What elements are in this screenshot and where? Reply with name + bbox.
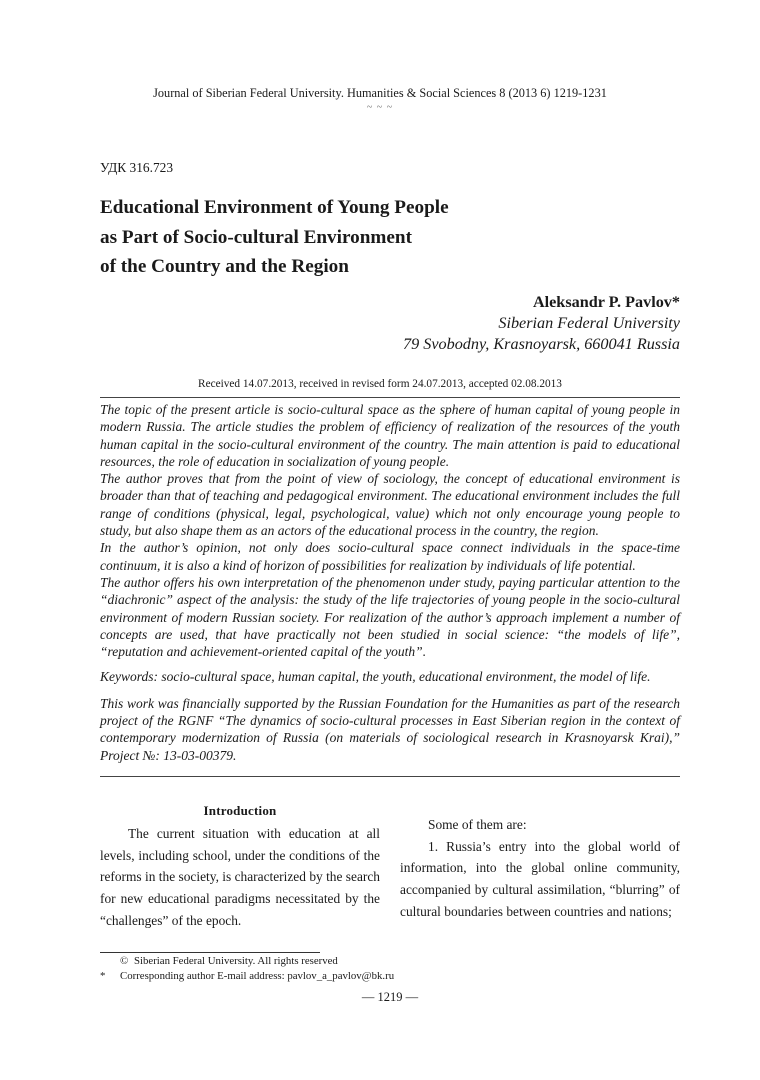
footnote-copyright xyxy=(100,954,394,969)
page-number: — 1219 — xyxy=(361,990,419,1004)
right-column xyxy=(400,814,680,923)
footnote-author xyxy=(100,969,394,984)
abstract-paragraph: The author offers his own interpretation of the phenomenon under study, paying particular attention to the “diachronic” aspect of the analysis: the study of the life trajectories of young people in the socio-cultural environment of modern Russian society. For realization of the author’s approach implement a number of concepts are used, that have practically not been studied in social science: “the models of life”, “reputation and achievement-oriented capital of the youth”. xyxy=(100,574,680,660)
abstract-paragraph: In the author’s opinion, not only does socio-cultural space connect individuals in the space-time continuum, it is also a kind of horizon of possibilities for realization by individuals of life potential. xyxy=(100,540,680,573)
author-affiliation: Siberian Federal University xyxy=(498,314,680,332)
footnote-rule xyxy=(100,952,320,953)
title-line: as Part of Socio-cultural Environment xyxy=(100,226,412,248)
body-paragraph: Some of them are: xyxy=(428,817,527,832)
funding-note: This work was financially supported by the Russian Foundation for the Humanities as part of the research project of the RGNF “The dynamics of socio-cultural processes in East Siberian region in the context of contemporary modernization of Russia (on materials of sociological research in Krasnoyarsk Krai),” Project №: 13-03-00379. xyxy=(100,695,680,763)
section-heading-introduction: Introduction xyxy=(203,803,277,818)
abstract-paragraph: The topic of the present article is socio-cultural space as the sphere of human capital of young people in modern Russia. The article studies the problem of efficiency of realization of the resources of the youth human capital in the socio-cultural environment of the country. The main attention is paid to educational resources, the role of education in socialization of young people. xyxy=(100,402,680,469)
title-line: of the Country and the Region xyxy=(100,256,349,277)
list-item: 1. Russia’s entry into the global world of information, into the global online community, accompanied by cultural assimilation, “blurring” of cultural boundaries between countries and nations; xyxy=(400,838,680,919)
footnote-text: Siberian Federal University. All rights reserved xyxy=(134,955,338,967)
keywords: Keywords: socio-cultural space, human capital, the youth, educational environment, the model of life. xyxy=(100,669,651,685)
body-paragraph: The current situation with education at all levels, including school, under the conditions of the reforms in the society, is characterized by the search for new educational paradigms necessitated by the “challenges” of the epoch. xyxy=(100,826,380,928)
left-column xyxy=(100,803,380,932)
author-block xyxy=(403,292,680,355)
udk-code: УДК 316.723 xyxy=(100,160,174,175)
copyright-icon: © xyxy=(120,955,129,967)
abstract-top-rule xyxy=(100,397,680,398)
author-address: 79 Svobodny, Krasnoyarsk, 660041 Russia xyxy=(403,335,680,353)
article-title xyxy=(100,193,449,282)
footnote-text: Corresponding author E-mail address: pavlov_a_pavlov@bk.ru xyxy=(120,970,395,982)
abstract-paragraph: The author proves that from the point of view of sociology, the concept of educational environment is broader than that of teaching and pedagogical environment. The educational environment includes the full range of conditions (physical, legal, psychological, value) which not only encourage young people to study, but also shape them as an actors of the educational process in the country, the region. xyxy=(100,471,680,539)
author-name: Aleksandr P. Pavlov* xyxy=(532,293,680,311)
journal-header: Journal of Siberian Federal University. Humanities & Social Sciences 8 (2013 6) 1219-1231 xyxy=(153,86,607,100)
abstract xyxy=(100,401,680,764)
header-ornament: ~ ~ ~ xyxy=(366,102,394,113)
footnotes xyxy=(100,954,394,984)
abstract-bottom-rule xyxy=(100,776,680,777)
title-line: Educational Environment of Young People xyxy=(100,197,449,218)
asterisk-icon: * xyxy=(100,970,106,982)
received-dates: Received 14.07.2013, received in revised form 24.07.2013, accepted 02.08.2013 xyxy=(198,378,562,390)
